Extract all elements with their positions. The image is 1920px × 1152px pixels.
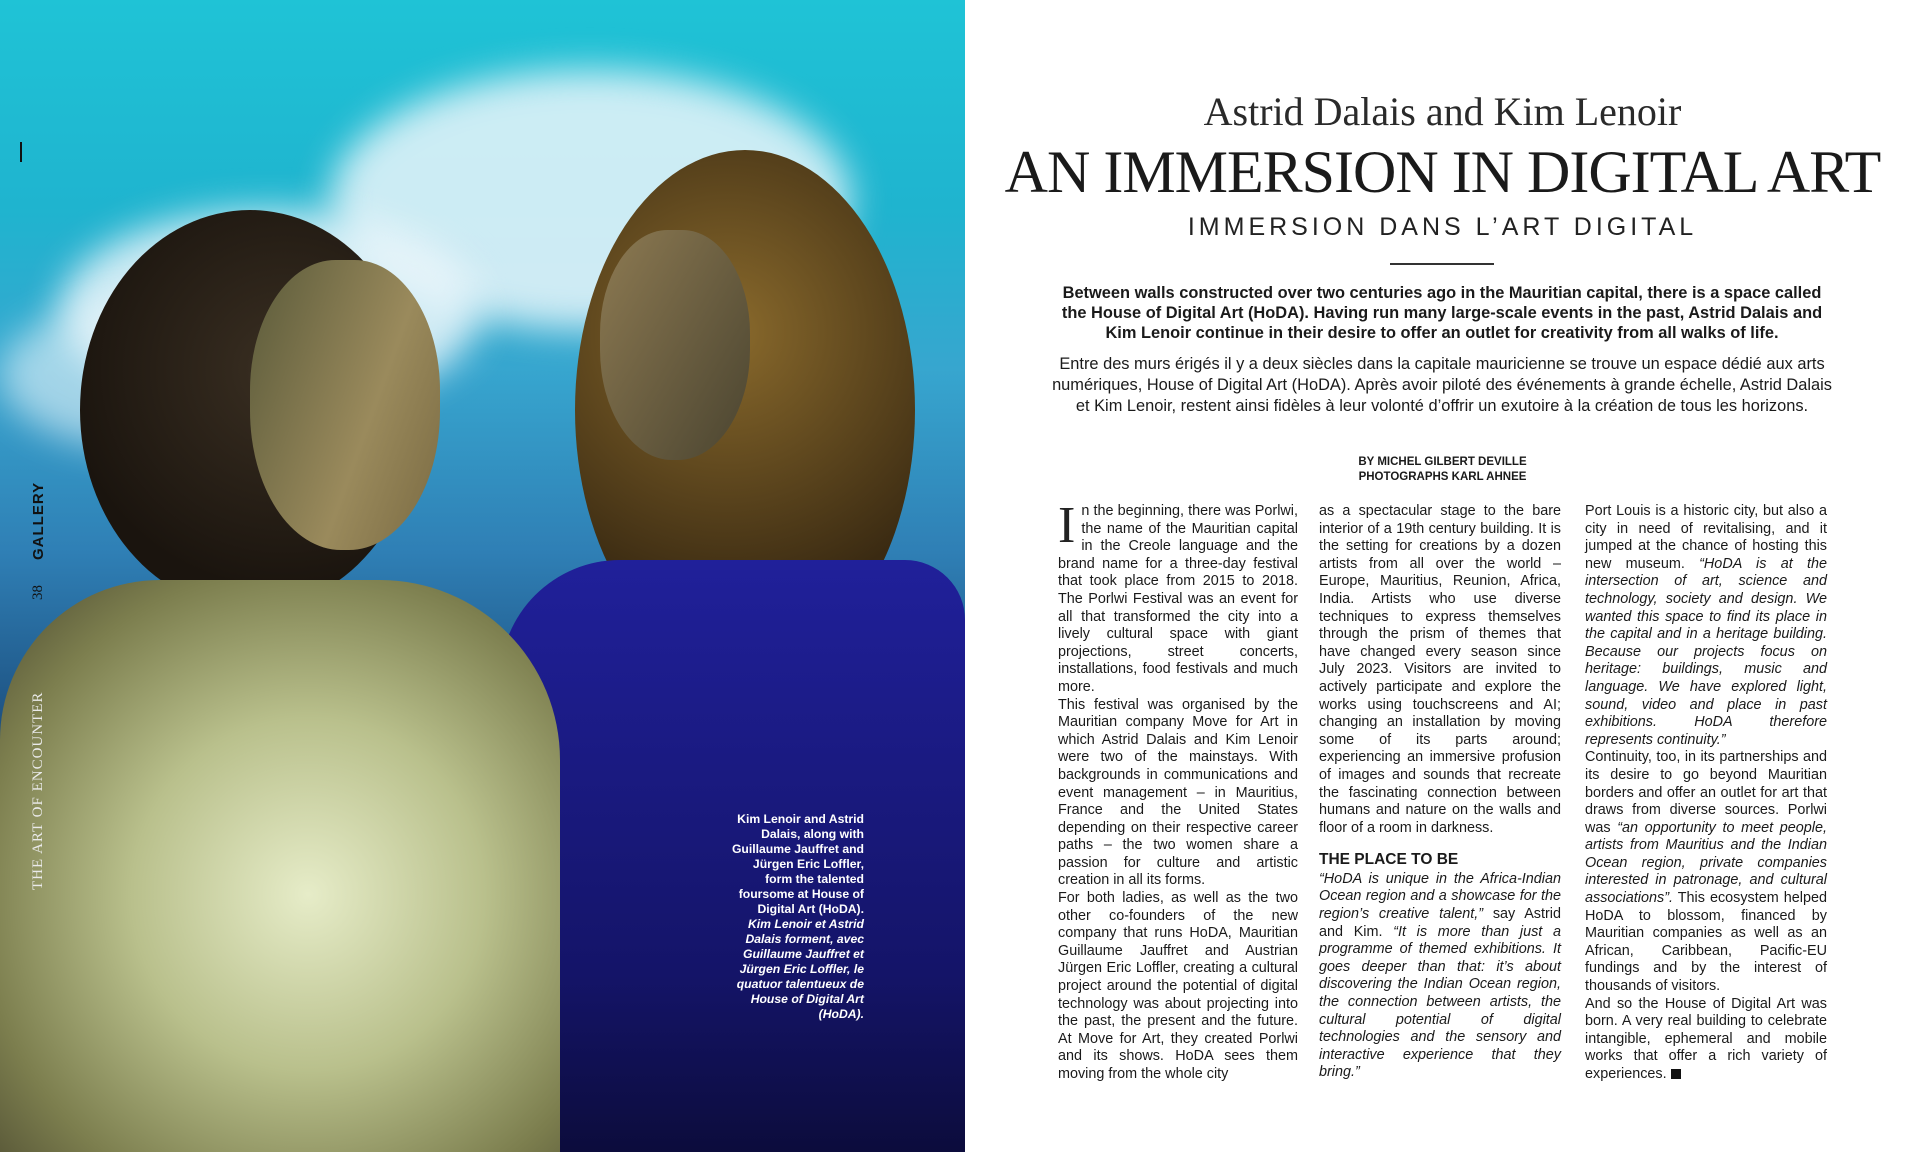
magazine-name: THE ART OF ENCOUNTER xyxy=(30,691,46,890)
body-text: say Astrid and Kim. xyxy=(1319,906,1561,940)
body-column-3 xyxy=(1585,503,1827,1084)
body-column-1 xyxy=(1058,497,1298,1084)
byline xyxy=(965,455,1920,485)
intro-english: Between walls constructed over two centuries ago in the Mauritian capital, there is a space called the House of Digital Art (HoDA). Having run many large-scale events in the past, Astrid Dalais and Kim Lenoir continue in their desire to offer an outlet for creativity from all walks of life. xyxy=(1061,284,1823,342)
face-right-woman xyxy=(600,230,750,460)
article-title: AN IMMERSION IN DIGITAL ART xyxy=(1004,139,1881,205)
sidebar xyxy=(14,470,54,890)
author-credit: BY MICHEL GILBERT DEVILLE xyxy=(1358,456,1527,468)
caption-french: Kim Lenoir et Astrid Dalais forment, avec Guillaume Jauffret et Jürgen Eric Loffler, le quatuor talentueux de House of Digital Art (HoDA). xyxy=(736,917,864,1021)
intro-french: Entre des murs érigés il y a deux siècles dans la capitale mauricienne se trouve un espace dédié aux arts numériques, House of Digital Art (HoDA). Après avoir piloté des événements à grande échelle, Astrid Dalais et Kim Lenoir, restent ainsi fidèles à leur volonté d’offrir un exutoire à la création de tous les horizons. xyxy=(1052,355,1832,415)
page-number: 38 xyxy=(30,585,46,600)
body-text: Port Louis is a historic city, but also a city in need of revitalising, and it jumped at the chance of hosting this new museum. xyxy=(1585,503,1827,572)
quote: “HoDA is unique in the Africa-Indian Ocean region and a showcase for the region’s creative talent,” xyxy=(1319,870,1561,923)
body-paragraph: as a spectacular stage to the bare interior of a 19th century building. It is the setting for creations by a dozen artists from all over the world – Europe, Mauritius, Reunion, Africa, India. Artists who use diverse techniques to express themselves through the prism of themes that have changed every season since July 2023. Visitors are invited to actively participate and explore the works using touchscreens and AI; changing an installation by moving some of its parts around; experiencing an immersive profusion of images and sounds that recreate the fascinating connection between humans and nature on the walls and floor of a room in darkness. xyxy=(1319,503,1561,836)
blouse-left-woman xyxy=(0,580,560,1152)
body-text: And so the House of Digital Art was born. A very real building to celebrate intangible, ephemeral and mobile works that offer a rich variety of experiences. xyxy=(1585,995,1827,1082)
article-title-french: IMMERSION DANS L’ART DIGITAL xyxy=(1187,213,1698,241)
body-paragraph: For both ladies, as well as the two other co-founders of the new company that runs HoDA, Mauritian Guillaume Jauffret and Austrian Jürgen Eric Loffler, creating a cultural project around the potential of digital technology was about projecting into the past, the present and the future. At Move for Art, they created Porlwi and its shows. HoDA sees them moving from the whole city xyxy=(1058,890,1298,1082)
section-label: GALLERY xyxy=(30,481,47,560)
article-kicker: Astrid Dalais and Kim Lenoir xyxy=(1203,89,1682,134)
body-text: This ecosystem helped HoDA to blossom, financed by Mauritian companies as well as an African, Caribbean, Pacific-EU fundings and by the interest of thousands of visitors. xyxy=(1585,890,1827,995)
drop-cap: I xyxy=(1058,497,1076,554)
photo-credit: PHOTOGRAPHS KARL AHNEE xyxy=(1358,471,1527,483)
article-page xyxy=(965,0,1920,1152)
body-paragraph: This festival was organised by the Mauritian company Move for Art in which Astrid Dalais and Kim Lenoir were two of the mainstays. With backgrounds in communications and event management – in Mauritius, France and the United States depending on their respective career paths – the two women share a passion for culture and artistic creation in all its forms. xyxy=(1058,696,1298,889)
photo-caption xyxy=(730,812,864,1022)
end-mark-icon xyxy=(1671,1069,1681,1079)
page-divider xyxy=(20,142,22,162)
body-text: Continuity, too, in its partnerships and its desire to go beyond Mauritian borders and offer an outlet for art that draws from diverse sources. Porlwi was xyxy=(1585,749,1827,836)
quote: “It is more than just a programme of themed exhibitions. It goes deeper than that: it’s about discovering the Indian Ocean region, the connection between artists, the cultural potential of digital technologies and the sensory and interactive experience that they bring.” xyxy=(1319,923,1561,1081)
face-left-woman xyxy=(250,260,440,550)
section-subhead: THE PLACE TO BE xyxy=(1319,851,1459,869)
body-paragraph: n the beginning, there was Porlwi, the name of the Mauritian capital in the Creole language and the brand name for a three-day festival that took place from 2015 to 2018. The Porlwi Festival was an event for all that transformed the city into a lively cultural space with giant projections, street concerts, installations, food festivals and much more. xyxy=(1058,503,1298,695)
title-rule xyxy=(1390,263,1494,265)
quote: “HoDA is at the intersection of art, science and technology, society and design. We wanted this space to find its place in the capital and in a heritage building. Because our projects focus on heritage: buildings, music and language. We have explored light, sound, video and place in past exhibitions. HoDA therefore represents continuity.” xyxy=(1585,555,1827,748)
body-column-2 xyxy=(1319,503,1561,1082)
caption-english: Kim Lenoir and Astrid Dalais, along with Guillaume Jauffret and Jürgen Eric Loffler, form the talented foursome at House of Digital Art (HoDA). xyxy=(731,812,864,916)
quote: “an opportunity to meet people, artists from Mauritius and the Indian Ocean region, private companies interested in patronage, and cultural associations”. xyxy=(1585,819,1827,907)
